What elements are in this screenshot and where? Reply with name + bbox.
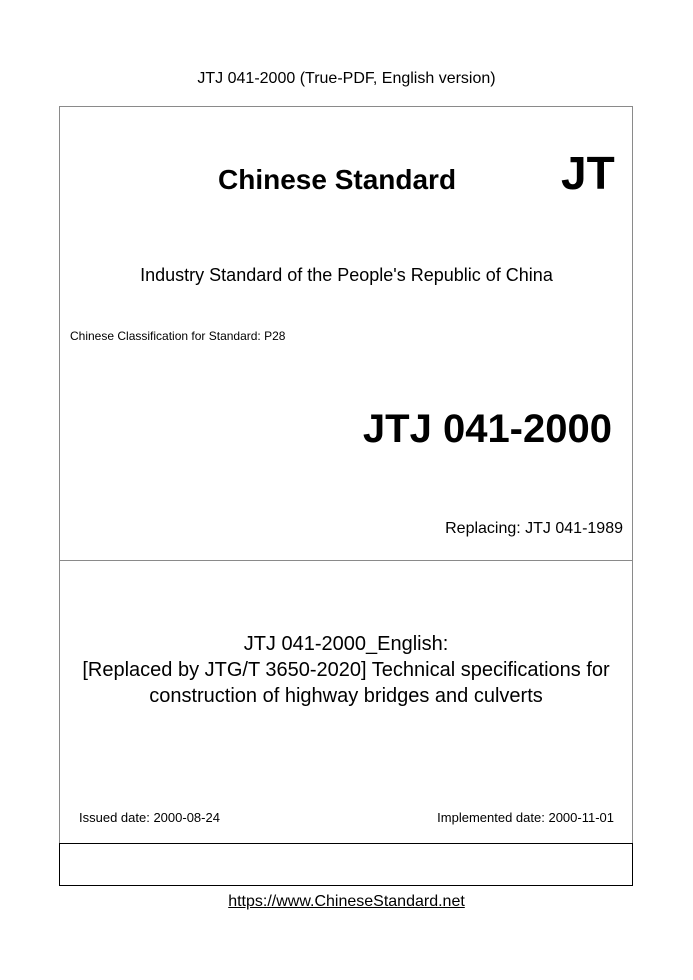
issued-date: Issued date: 2000-08-24 [79, 810, 220, 825]
website-link[interactable]: https://www.ChineseStandard.net [228, 893, 465, 910]
footer [0, 893, 693, 911]
replacing-line: Replacing: JTJ 041-1989 [445, 520, 623, 537]
brand-title: Chinese Standard [218, 164, 457, 195]
implemented-date: Implemented date: 2000-11-01 [437, 810, 614, 825]
brand-code: JT [561, 147, 615, 199]
page-header: JTJ 041-2000 (True-PDF, English version) [197, 70, 496, 87]
document-title [59, 631, 633, 709]
industry-standard-line: Industry Standard of the People's Republic of China [140, 265, 553, 285]
title-line-2: [Replaced by JTG/T 3650-2020] Technical specifications for [82, 659, 610, 681]
title-line-1: JTJ 041-2000_English: [243, 633, 449, 655]
classification-line: Chinese Classification for Standard: P28 [70, 329, 286, 343]
standard-number: JTJ 041-2000 [362, 407, 612, 451]
title-line-3: construction of highway bridges and culverts [149, 685, 543, 707]
cover-bottom-panel [59, 843, 633, 886]
